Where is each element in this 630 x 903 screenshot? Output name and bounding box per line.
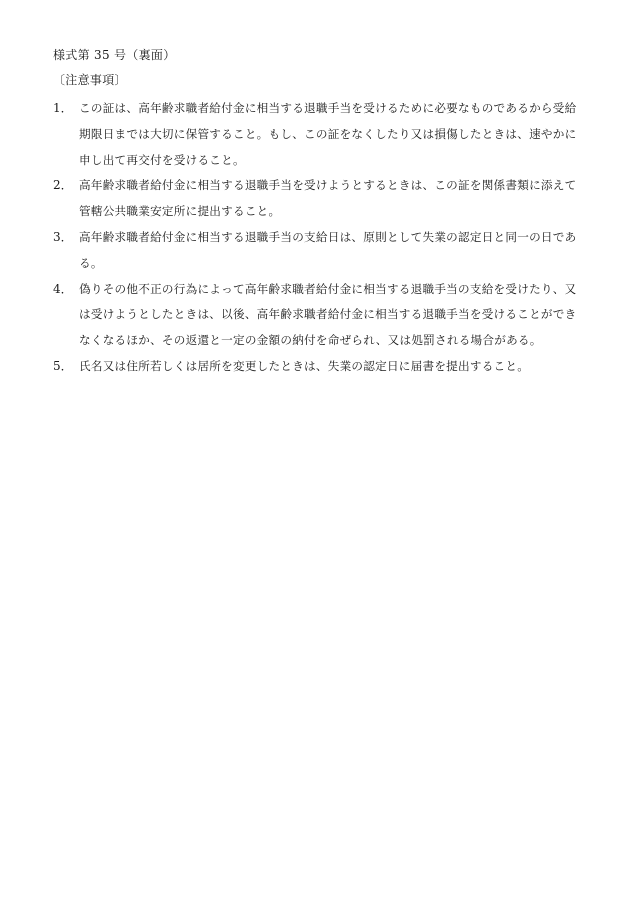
notes-list bbox=[53, 96, 583, 380]
note-item-1 bbox=[53, 96, 583, 173]
note-number: 1． bbox=[53, 101, 73, 115]
form-number-label: 様式第 35 号（裏面） bbox=[53, 48, 176, 62]
note-text: 氏名又は住所若しくは居所を変更したときは、失業の認定日に届書を提出すること。 bbox=[79, 358, 530, 373]
note-item-2 bbox=[53, 173, 583, 225]
note-item-4 bbox=[53, 277, 583, 354]
note-item-5 bbox=[53, 354, 583, 380]
note-number: 4． bbox=[53, 281, 73, 296]
note-text: 高年齢求職者給付金に相当する退職手当の支給日は、原則として失業の認定日と同一の日である。 bbox=[79, 229, 577, 270]
note-text: 高年齢求職者給付金に相当する退職手当を受けようとするときは、この証を関係書類に添えて管轄公共職業安定所に提出すること。 bbox=[79, 178, 577, 219]
notes-heading: 〔注意事項〕 bbox=[53, 73, 127, 87]
note-number: 2． bbox=[53, 178, 73, 193]
note-text: この証は、高年齢求職者給付金に相当する退職手当を受けるために必要なものであるから受給期限日までは大切に保管すること。もし、この証をなくしたり又は損傷したときは、速やかに申し出て再交付を受けること。 bbox=[79, 101, 577, 167]
note-item-3 bbox=[53, 225, 583, 277]
note-number: 3． bbox=[53, 229, 73, 244]
note-text: 偽りその他不正の行為によって高年齢求職者給付金に相当する退職手当の支給を受けたり、又は受けようとしたときは、以後、高年齢求職者給付金に相当する退職手当を受けることができなくなるほか、その返還と一定の金額の納付を命ぜられ、又は処罰される場合がある。 bbox=[79, 281, 577, 348]
note-number: 5． bbox=[53, 358, 73, 373]
